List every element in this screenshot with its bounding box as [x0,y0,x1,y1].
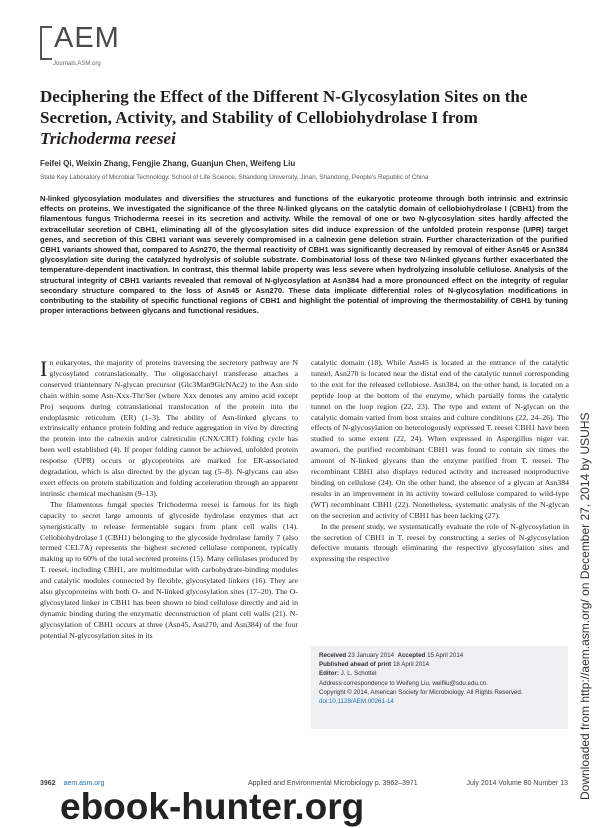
paragraph: catalytic domain (18). While Asn45 is located at the entrance of the catalytic tunnel, Asn270 is located near the distal end of the catalytic tunnel corresponding to the exit for the released cellobiose. Asn384, on the other hand, is located on a peptide loop at the bottom of the enzyme, which partially forms the catalytic tunnel on the loop region (22, 23). The type and extent of N-glycan on the catalytic domain varied from host strains and culture conditions (22, 24–26). The effects of N-glycosylation on heterologously expressed T. reesei CBH1 have been studied to some extent (22, 24). When expressed in Aspergillus niger var. awamori, the purified recombinant CBH1 was found to contain six times the amount of N-linked glycans than the enzyme purified from T. reesei. The recombinant CBH1 also displays reduced activity and increased nonproductive binding on cellulose (24). On the other hand, the absence of a glycan at Asn384 results in an improvement in its activity toward cellulose compared to wild-type (WT) recombinant CBH1 (22). Nonetheless, systematic analysis of the N-glycan on the secretion and activity of CBH1 has been lacking (27). [311,358,569,520]
article-info-box [311,646,568,729]
article-title [40,86,560,149]
paragraph: In the present study, we systematically evaluate the role of N-glycosylation in the secretion of CBH1 in T. reesei by constructing a series of N-glycosylation defective mutants through eliminating the respective glycosylation sites and expressing the respective [311,521,569,564]
correspondence: Address correspondence to Weifeng Liu, weifliu@sdu.edu.cn. [319,679,488,687]
editor-line: Editor: J. L. Schottel [319,670,377,678]
author-list: Feifei Qi, Weixin Zhang, Fengjie Zhang, Guanjun Chen, Weifeng Liu [40,159,296,168]
affiliation: State Key Laboratory of Microbial Technology, School of Life Science, Shandong University, Jinan, Shandong, People's Republic of China [40,174,429,181]
watermark: ebook-hunter.org [60,786,365,827]
copyright: Copyright © 2014, American Society for Microbiology. All Rights Reserved. [319,688,523,696]
journal-logo [40,22,130,76]
received-line: Received 23 January 2014 Accepted 15 April 2014 [319,652,464,659]
paragraph-text: n eukaryotes, the majority of proteins traversing the secretory pathway are N glycosylated cotranslationally. The oligosaccharyl transferase attaches a conserved triantennary N-glycan precursor (Glc3Man9GlcNAc2) to the Asn side chain within some Asn-Xxx-Thr/Ser (where Xxx denotes any amino acid except Pro) sequons during cotranslational translocation of the protein into the endoplasmic reticulum (ER) (1–3). The ability of Asn-linked glycans to extrinsically enhance protein folding and reduce aggregation in vivo by directing the protein into the calnexin and/or calreticulin (CNX/CRT) folding cycle has been well established (4). If proper folding cannot be achieved, unfolded protein response (UPR) occurs or glycoproteins are marked for ER-associated degradation, which is also directed by the glycan tag (5–8). N-glycans can also exert effects on protein stabilization and folding acceleration through an apparent intrinsic chemical mechanism (9–13). [40,358,298,498]
journal-site: Journals.ASM.org [53,61,101,67]
title-line-1: Deciphering the Effect of the Different N-Glycosylation Sites on the [40,87,528,106]
doi-link[interactable]: doi:10.1128/AEM.00261-14 [319,698,394,706]
journal-citation: Applied and Environmental Microbiology p. 3962–3971 [248,780,418,787]
published-line: Published ahead of print 18 April 2014 [319,661,430,669]
page-number: 3962 [40,780,56,787]
title-line-2: Secretion, Activity, and Stability of Cellobiohydrolase I from [40,108,478,127]
download-notice: Downloaded from http://aem.asm.org/ on December 27, 2014 by USUHS [578,412,592,800]
abstract: N-linked glycosylation modulates and diversifies the structures and functions of the eukaryotic proteome through both intrinsic and extrinsic effects on proteins. We investigated the significance of the three N-linked glycans on the catalytic domain of cellobiohydrolase I (CBH1) from the filamentous fungus Trichoderma reesei in its secretion and activity. While the removal of one or two N-glycosylation sites hardly affected the extracellular secretion of CBH1, eliminating all of the glycosylation sites did induce expression of the unfolded protein response (UPR) target genes, and secretion of this CBH1 variant was severely compromised in a calnexin gene deletion strain. Further characterization of the purified CBH1 variants showed that, compared to Asn270, the thermal reactivity of CBH1 was significantly decreased by removal of either Asn45 or Asn384 glycosylation site during the catalyzed hydrolysis of soluble substrate. Combinatorial loss of these two N-linked glycans further exacerbated the temperature-dependent inactivation. In contrast, this thermal labile property was less severe when hydrolyzing insoluble cellulose. Analysis of the structural integrity of CBH1 variants revealed that removal of N-glycosylation at Asn384 had a more pronounced effect on the integrity of regular secondary structure compared to the loss of Asn45 or Asn270. These data implicate differential roles of N-glycosylation modifications in contributing to the stability of specific functional regions of CBH1 and highlight the potential of improving the thermostability of CBH1 by tuning proper interactions between glycans and functional residues. [40,194,568,316]
journal-url[interactable]: aem.asm.org [63,780,105,787]
title-line-3: Trichoderma reesei [40,129,176,148]
body-column-right [311,358,569,565]
issue-info: July 2014 Volume 80 Number 13 [466,780,568,787]
paragraph: The filamentous fungal species Trichoderma reesei is famous for its high capacity to secret large amounts of glycoside hydrolase enzymes that act synergistically to release fermentable sugars from plant cell walls (14). Cellobiohydrolase I (CBH1) belonging to the glycoside hydrolase family 7 (also termed CEL7A) represents the highest secreted cellulase component, typically making up to 60% of the total secreted proteins (15). Many cellulases produced by T. reesei, including CBH1, are multimodular with carbohydrate-binding modules and catalytic modules connected by flexible, glycosylated linkers (16). They are also glycoproteins with both O- and N-linked glycosylation sites (17–20). The O-glycosylated linker in CBH1 has been shown to bind cellulose directly and aid in dynamic binding during the enzymatic deconstruction of plant cell walls (21). N-glycosylation of CBH1 occurs at three (Asn45, Asn270, and Asn384) of the four potential N-glycosylation sites in its [40,499,298,640]
logo-bracket [40,26,52,60]
paragraph [40,358,298,500]
journal-name: AEM [54,22,120,54]
body-column-left [40,358,298,642]
dropcap: I [40,356,48,381]
